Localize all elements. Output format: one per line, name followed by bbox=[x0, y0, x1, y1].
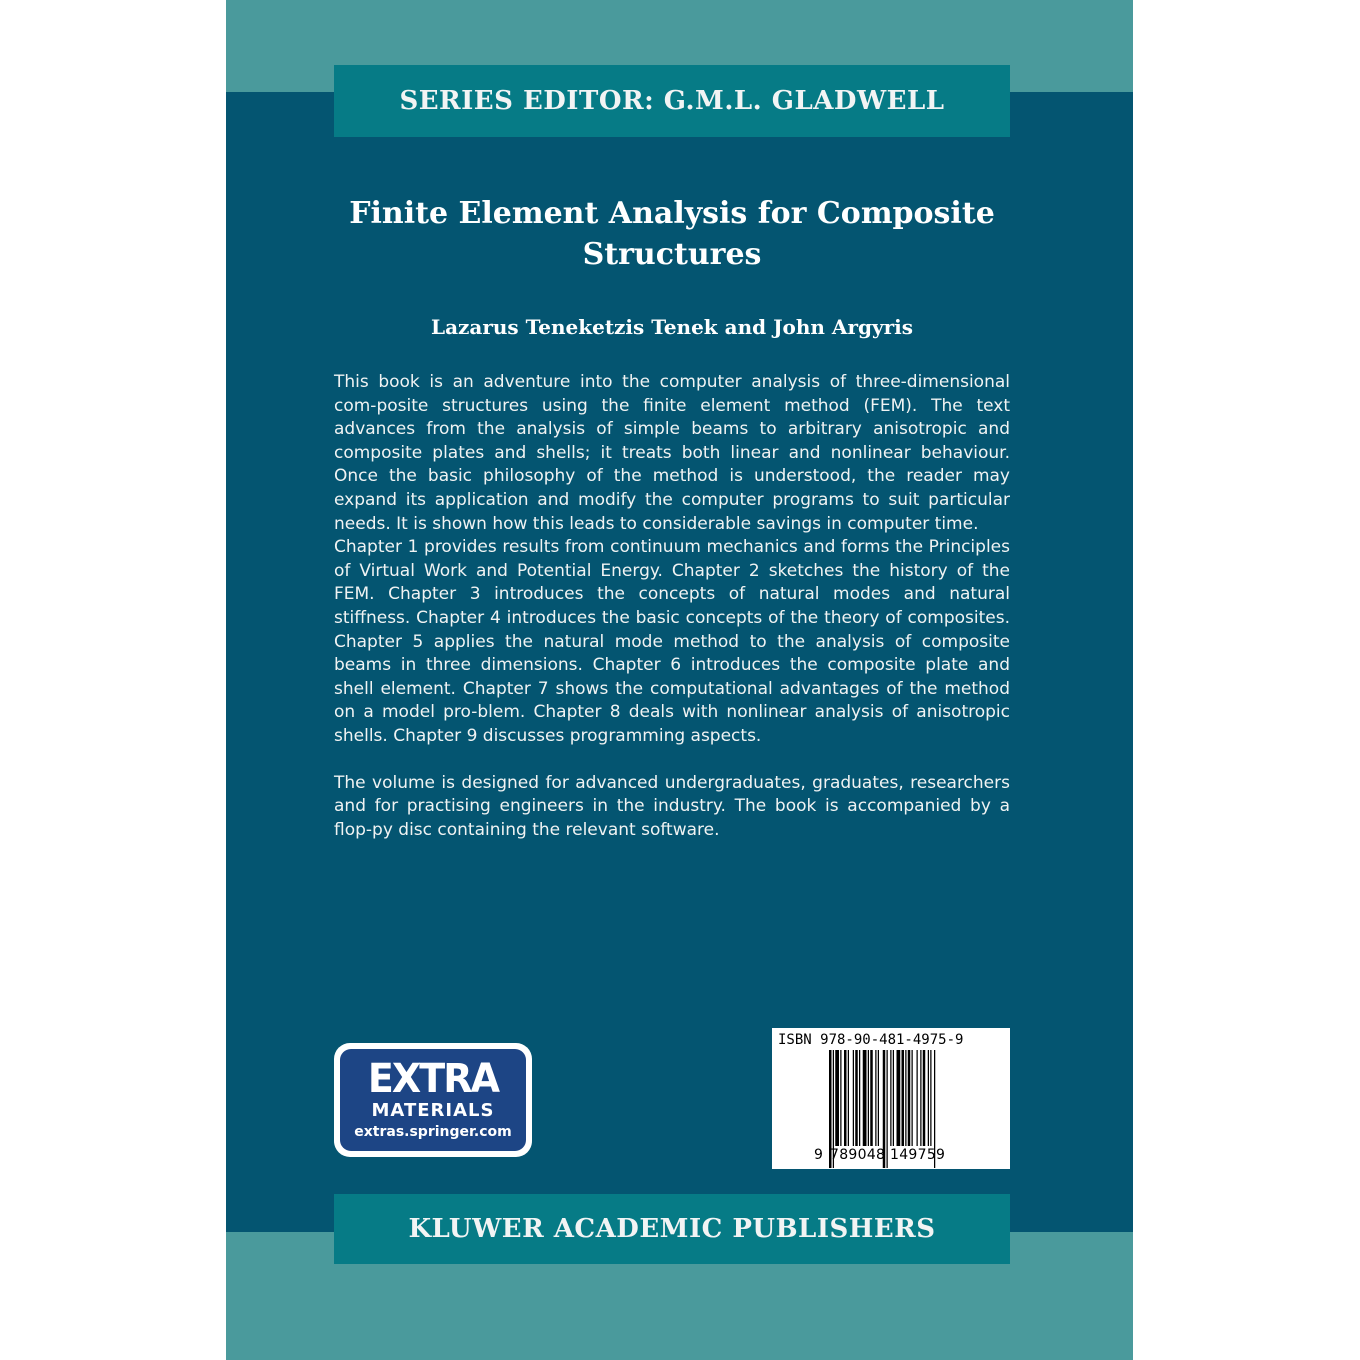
barcode-bar bbox=[902, 1050, 905, 1146]
barcode-bar bbox=[835, 1050, 839, 1146]
barcode-bar bbox=[912, 1050, 913, 1146]
extra-materials-badge bbox=[334, 1043, 532, 1157]
barcode-bar bbox=[870, 1050, 873, 1146]
barcode-bar bbox=[897, 1050, 901, 1146]
barcode-bar bbox=[930, 1050, 931, 1146]
barcode-bar bbox=[928, 1050, 929, 1146]
barcode-bar bbox=[878, 1050, 879, 1146]
book-authors: Lazarus Teneketzis Tenek and John Argyris bbox=[431, 315, 913, 339]
description-paragraph-2: Chapter 1 provides results from continuum mechanics and forms the Principles of Virtual Work and Potential Energy. Chapter 2 sketches the history of the FEM. Chapter 3 introduces the concepts of natural modes and natural stiffness. Chapter 4 introduces the basic concepts of the theory of composites. Chapter 5 applies the natural mode method to the analysis of composite beams in three dimensions. Chapter 6 introduces the composite plate and shell element. Chapter 7 shows the computational advantages of the method on a model pro-blem. Chapter 8 deals with nonlinear analysis of anisotropic shells. Chapter 9 discusses programming aspects. bbox=[334, 537, 1010, 746]
barcode-bar bbox=[848, 1050, 849, 1146]
description-paragraph-1: This book is an adventure into the computer analysis of three-dimensional com-posite structures using the finite element method (FEM). The text advances from the analysis of simple beams to arbitrary anisotropic and composite plates and shells; it treats both linear and nonlinear behaviour. Once the basic philosophy of the method is understood, the reader may expand its application and modify the computer programs to suit particular needs. It is shown how this leads to considerable savings in computer time. bbox=[334, 372, 1010, 534]
title-line-2: Structures bbox=[582, 237, 762, 272]
book-back-cover bbox=[226, 0, 1133, 1360]
barcode-bar bbox=[859, 1050, 860, 1146]
title-line-1: Finite Element Analysis for Composite bbox=[349, 196, 995, 231]
extra-badge-title: EXTRA bbox=[367, 1056, 499, 1102]
barcode-bar bbox=[923, 1050, 926, 1146]
extra-materials-badge-inner bbox=[340, 1049, 526, 1151]
book-title bbox=[334, 193, 1010, 275]
barcode-first-digit: 9 bbox=[814, 1147, 823, 1163]
description-paragraph-3: The volume is designed for advanced undergraduates, graduates, researchers and for practising engineers in the industry. The book is accompanied by a flop-py disc containing the relevant software. bbox=[334, 772, 1010, 840]
barcode-bar bbox=[893, 1050, 894, 1146]
isbn-barcode bbox=[772, 1028, 1010, 1169]
book-description bbox=[334, 371, 1010, 842]
publisher-band: KLUWER ACADEMIC PUBLISHERS bbox=[334, 1194, 1010, 1264]
isbn-label: ISBN 978-90-481-4975-9 bbox=[778, 1032, 964, 1048]
barcode-bar bbox=[853, 1050, 854, 1146]
barcode-bar bbox=[920, 1050, 921, 1146]
barcode-bar bbox=[855, 1050, 858, 1146]
extra-badge-url: extras.springer.com bbox=[354, 1124, 512, 1140]
barcode-bar bbox=[875, 1050, 876, 1146]
barcode-bar bbox=[890, 1050, 891, 1146]
barcode-bar bbox=[868, 1050, 869, 1146]
barcode-bar bbox=[863, 1050, 867, 1146]
barcode-digits: 789048 149759 bbox=[830, 1147, 946, 1163]
barcode-bar bbox=[840, 1050, 841, 1146]
barcode-bar bbox=[844, 1050, 847, 1146]
extra-badge-subtitle: MATERIALS bbox=[371, 1100, 495, 1121]
barcode-bar bbox=[905, 1050, 906, 1146]
series-editor-band: SERIES EDITOR: G.M.L. GLADWELL bbox=[334, 65, 1010, 137]
barcode-bar bbox=[908, 1050, 911, 1146]
barcode-bar bbox=[917, 1050, 918, 1146]
